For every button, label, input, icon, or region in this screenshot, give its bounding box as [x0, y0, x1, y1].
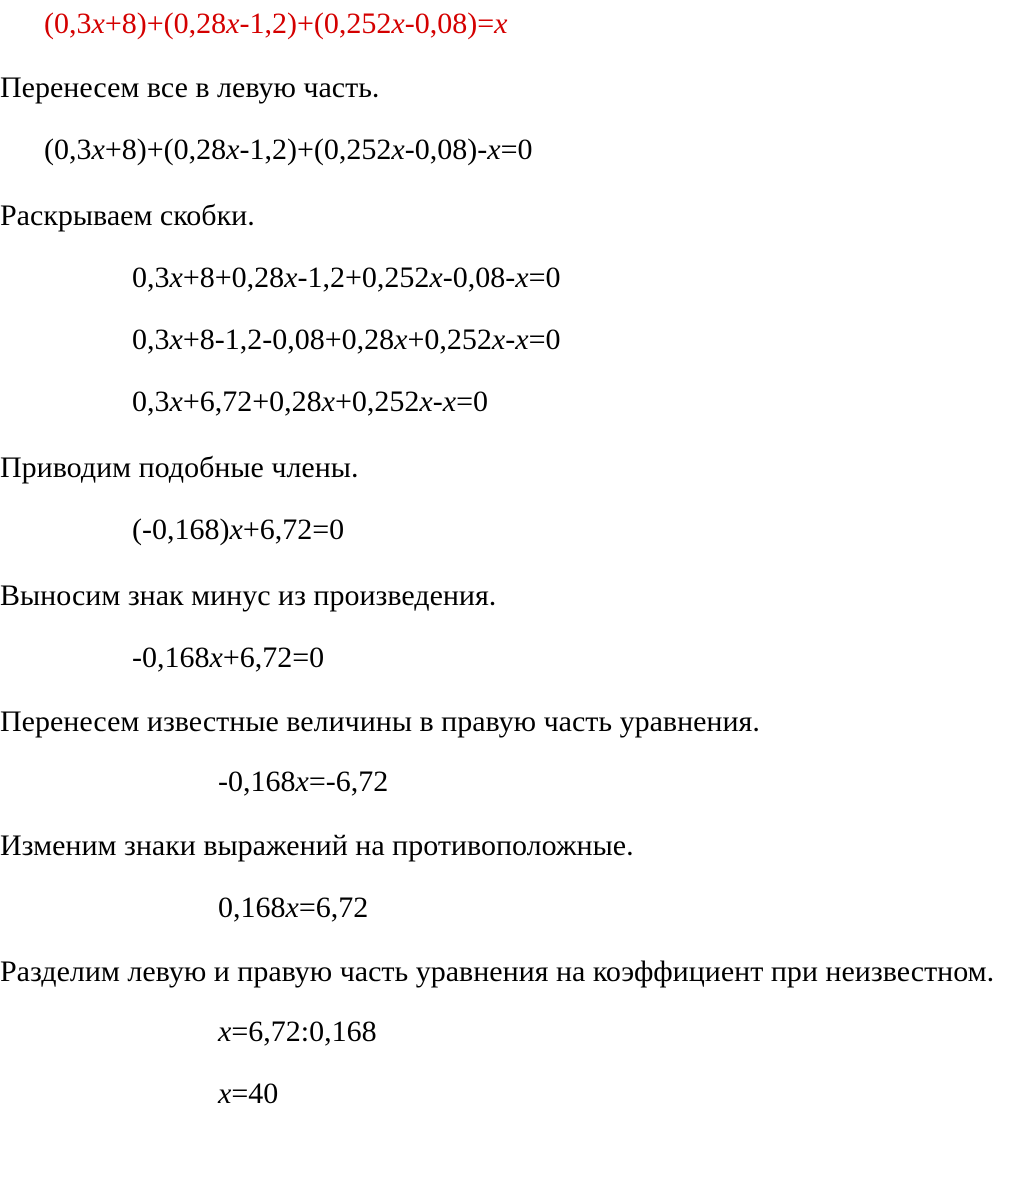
equation-moved-left: (0,3x+8)+(0,28x-1,2)+(0,252x-0,08)-x=0 — [44, 133, 533, 166]
step-instruction-minus-sign: Выносим знак минус из произведения. — [0, 579, 497, 612]
equation-minus-out: -0,168x+6,72=0 — [132, 641, 325, 674]
equation-constants-combined: 0,3x+6,72+0,28x+0,252x-x=0 — [132, 385, 488, 418]
original-equation: (0,3x+8)+(0,28x-1,2)+(0,252x-0,08)=x — [44, 7, 508, 40]
step-instruction-open-brackets: Раскрываем скобки. — [0, 199, 255, 232]
step-instruction-move-left: Перенесем все в левую часть. — [0, 71, 380, 104]
step-instruction-change-signs: Изменим знаки выражений на противоположные. — [0, 829, 634, 862]
step-instruction-move-right: Перенесем известные величины в правую часть уравнения. — [0, 705, 760, 738]
equation-division: x=6,72:0,168 — [218, 1015, 377, 1048]
step-instruction-like-terms: Приводим подобные члены. — [0, 451, 359, 484]
equation-opened-brackets: 0,3x+8+0,28x-1,2+0,252x-0,08-x=0 — [132, 261, 561, 294]
equation-moved-right: -0,168x=-6,72 — [218, 765, 389, 798]
equation-like-terms: (-0,168)x+6,72=0 — [132, 513, 345, 546]
equation-answer: x=40 — [218, 1077, 279, 1110]
equation-regrouped: 0,3x+8-1,2-0,08+0,28x+0,252x-x=0 — [132, 323, 561, 356]
equation-signs-changed: 0,168x=6,72 — [218, 891, 369, 924]
step-instruction-divide: Разделим левую и правую часть уравнения на коэффициент при неизвестном. — [0, 955, 995, 988]
